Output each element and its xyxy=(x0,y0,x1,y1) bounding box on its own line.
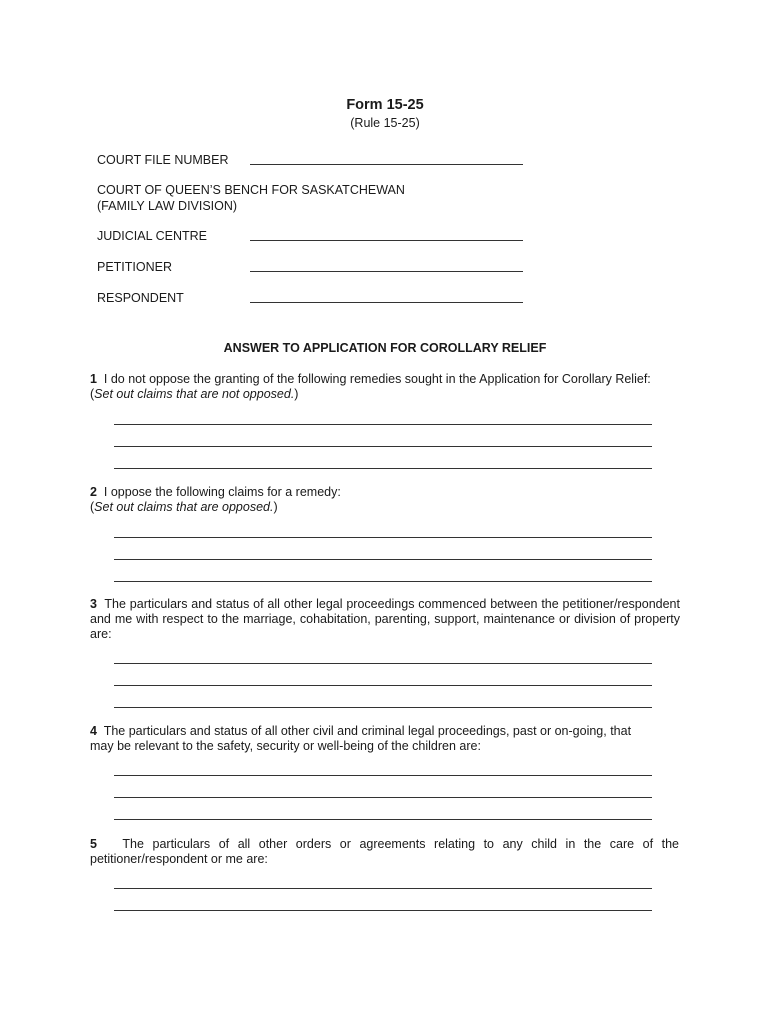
answer-line[interactable] xyxy=(114,581,652,582)
section-text-line2: may be relevant to the safety, security or well-being of the children are: xyxy=(90,739,481,753)
form-rule: (Rule 15-25) xyxy=(350,116,420,130)
answer-line[interactable] xyxy=(114,663,652,664)
section-number: 2 xyxy=(90,485,97,499)
section-number: 3 xyxy=(90,597,97,611)
answer-line[interactable] xyxy=(114,537,652,538)
court-name-line1: COURT OF QUEEN’S BENCH FOR SASKATCHEWAN xyxy=(97,183,405,197)
answer-line[interactable] xyxy=(114,819,652,820)
document-heading: ANSWER TO APPLICATION FOR COROLLARY RELIEF xyxy=(223,341,547,355)
judicial-centre-label: JUDICIAL CENTRE xyxy=(97,229,207,243)
petitioner-field[interactable] xyxy=(250,271,523,272)
petitioner-label: PETITIONER xyxy=(97,260,173,274)
form-title: Form 15-25 xyxy=(346,97,424,113)
answer-line[interactable] xyxy=(114,775,652,776)
section-1: 1 I do not oppose the granting of the following remedies sought in the Application for Corollary Relief: (Set out claims that are not opposed.) xyxy=(90,372,651,401)
section-text: The particulars and status of all other legal proceedings commenced between the petitioner/respondent and me with respect to the marriage, cohabitation, parenting, support, maintenance or division of property are: xyxy=(90,597,680,641)
answer-line[interactable] xyxy=(114,446,652,447)
court-name-line2: (FAMILY LAW DIVISION) xyxy=(97,199,238,213)
answer-line[interactable] xyxy=(114,424,652,425)
section-note: Set out claims that are not opposed. xyxy=(94,387,295,401)
answer-line[interactable] xyxy=(114,559,652,560)
section-number: 1 xyxy=(90,372,97,386)
answer-line[interactable] xyxy=(114,797,652,798)
section-4 xyxy=(90,724,680,754)
section-number: 5 xyxy=(90,837,97,851)
section-3 xyxy=(90,597,680,642)
answer-line[interactable] xyxy=(114,707,652,708)
section-text-line1: The particulars and status of all other civil and criminal legal proceedings, past or on-going, that xyxy=(103,724,632,738)
judicial-centre-field[interactable] xyxy=(250,240,523,241)
answer-line[interactable] xyxy=(114,468,652,469)
section-note: Set out claims that are opposed. xyxy=(94,500,274,514)
answer-line[interactable] xyxy=(114,910,652,911)
respondent-field[interactable] xyxy=(250,302,523,303)
section-5 xyxy=(90,837,679,867)
section-text: The particulars of all other orders or agreements relating to any child in the care of the petitioner/respondent or me are: xyxy=(90,837,679,866)
section-2: 2 I oppose the following claims for a remedy: (Set out claims that are opposed.) xyxy=(90,485,341,514)
section-number: 4 xyxy=(90,724,97,738)
section-text: I oppose the following claims for a remedy: xyxy=(103,485,341,499)
respondent-label: RESPONDENT xyxy=(97,291,184,305)
court-file-number-label: COURT FILE NUMBER xyxy=(97,153,229,167)
section-text: I do not oppose the granting of the following remedies sought in the Application for Corollary Relief: xyxy=(103,372,651,386)
court-file-number-field[interactable] xyxy=(250,164,523,165)
answer-line[interactable] xyxy=(114,888,652,889)
answer-line[interactable] xyxy=(114,685,652,686)
